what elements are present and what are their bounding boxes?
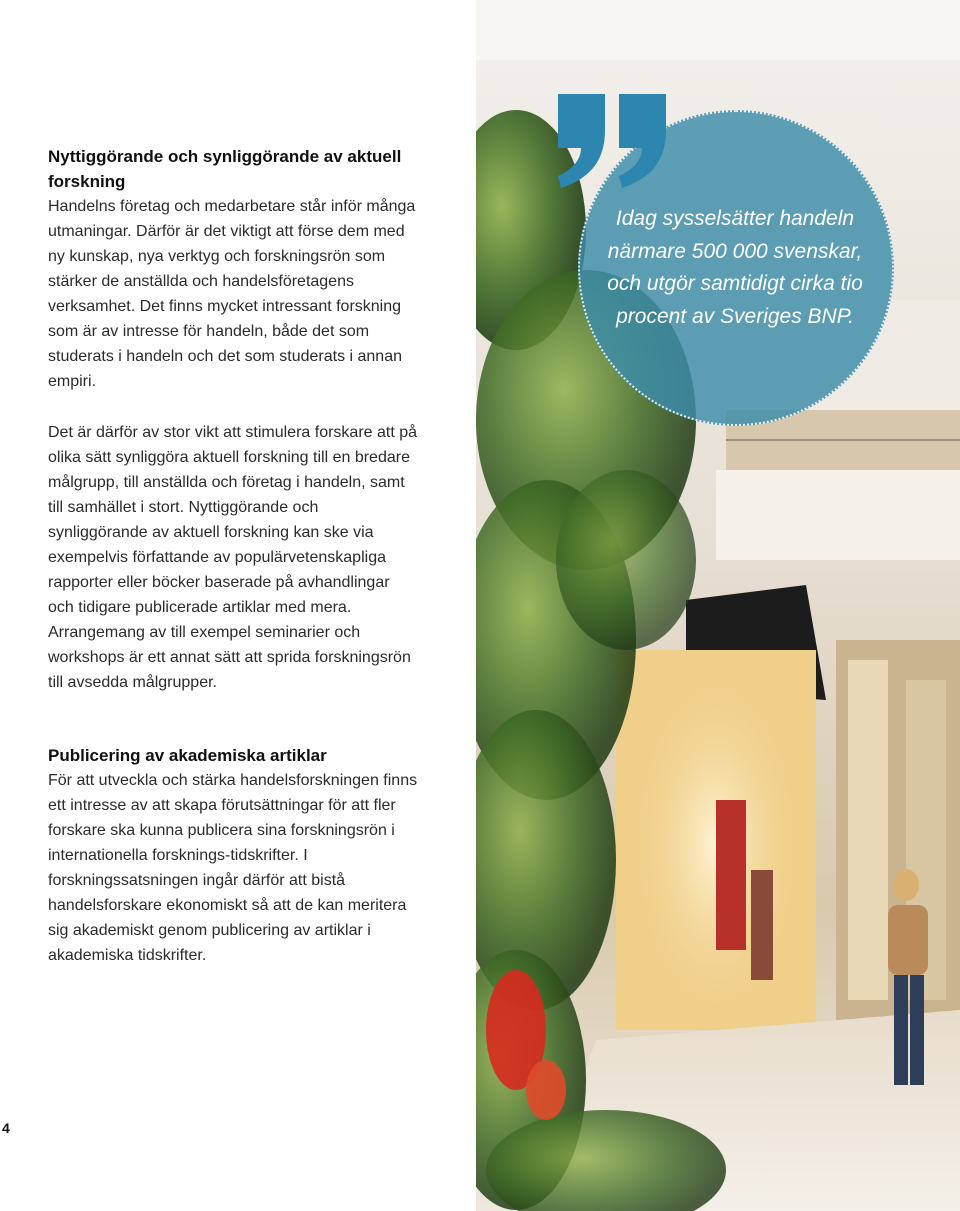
section-paragraph: För att utveckla och stärka handelsforskningen finns ett intresse av att skapa förutsättningar för att fler forskare ska kunna publicera sina forskningsrön i internationella forsknings-tidskrifter. I forskningssatsningen ingår därför att bistå handelsforskare ekonomiskt så att de kan meritera sig akademiskt genom publicering av artiklar i akademiska tidskrifter. — [48, 772, 418, 964]
section-research-utilization — [48, 144, 418, 394]
article-text-column — [48, 144, 418, 996]
section-heading: Publicering av akademiska artiklar — [48, 746, 327, 765]
page-number: 4 — [2, 1120, 10, 1136]
pull-quote: Idag sysselsätter handeln närmare 500 000 svenskar, och utgör samtidigt cirka tio procent av Sveriges BNP. — [607, 207, 863, 328]
closing-quote-icon — [553, 92, 673, 192]
section-paragraph: Handelns företag och medarbetare står inför många utmaningar. Därför är det viktigt att förse dem med ny kunskap, nya verktyg och forskningsrön som stärker de anställda och handelsföretagens verksamhet. Det finns mycket intressant forskning som är av intresse för handeln, både det som studerats i handeln och det som studerats i annan empiri. — [48, 198, 416, 390]
section-heading: Nyttiggörande och synliggörande av aktuell forskning — [48, 147, 402, 191]
section-paragraph: Det är därför av stor vikt att stimulera forskare att på olika sätt synliggöra aktuell forskning till en bredare målgrupp, till anställda och företag i handeln, samt till samhället i stort. Nyttiggörande och synliggörande av aktuell forskning kan ske via exempelvis författande av populärvetenskapliga rapporter eller böcker baserade på avhandlingar och tidigare publicerade artiklar med mera. Arrangemang av till exempel seminarier och workshops är ett annat sätt att sprida forskningsrön till avsedda målgrupper. — [48, 424, 418, 691]
section-academic-publishing — [48, 743, 418, 968]
section-stimulate-researchers — [48, 420, 418, 695]
